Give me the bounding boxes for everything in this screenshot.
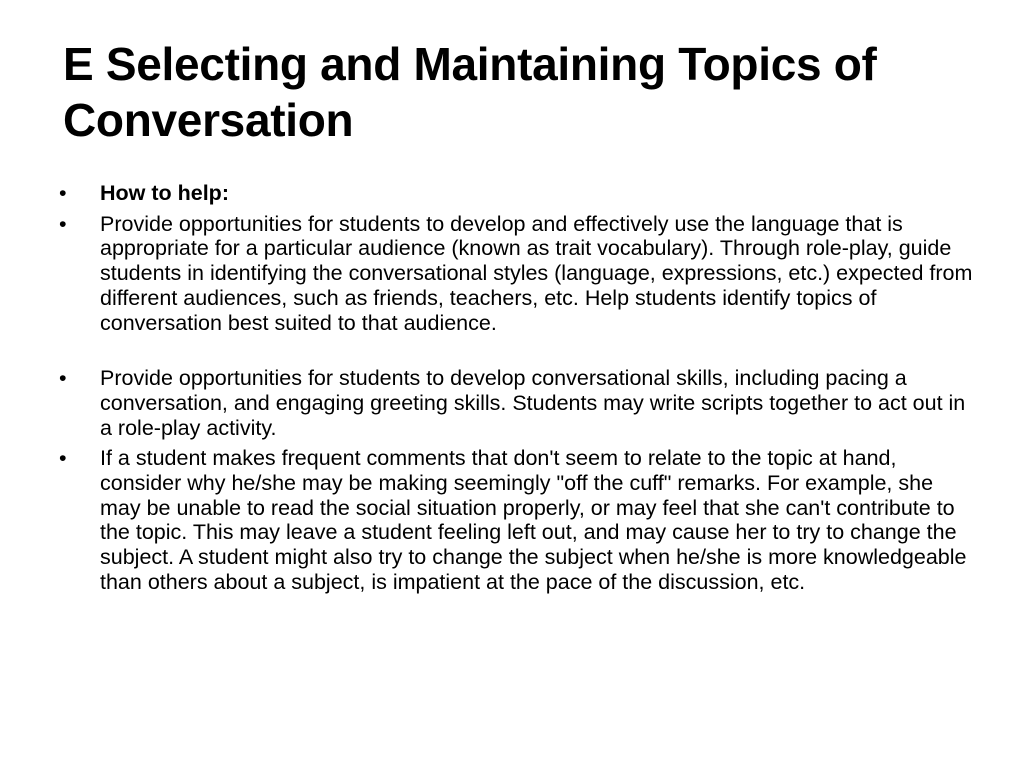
slide-title: E Selecting and Maintaining Topics of Conversation [63, 38, 877, 146]
bullet-text: Provide opportunities for students to develop and effectively use the language that is appropriate for a particular audience (known as trait vocabulary). Through role-play, guide students in identifying the conversational styles (language, expressions, etc.) expected from different audiences, such as friends, teachers, etc. Help students identify topics of conversation best suited to that audience. [100, 211, 973, 335]
bullet-icon: • [59, 446, 67, 471]
bullet-list [59, 181, 974, 601]
bullet-text: Provide opportunities for students to develop conversational skills, including pacing a conversation, and engaging greeting skills. Students may write scripts together to act out in a role-play activity. [100, 366, 966, 440]
bullet-icon: • [59, 181, 67, 205]
bullet-text: How to help: [100, 181, 229, 205]
bullet-text: If a student makes frequent comments that don't seem to relate to the topic at hand, consider why he/she may be making seemingly "off the cuff" remarks. For example, she may be unable to read the social situation properly, or may feel that she can't contribute to the topic. This may leave a student feeling left out, and may cause her to try to change the subject. A student might also try to change the subject when he/she is more knowledgeable than others about a subject, is impatient at the pace of the discussion, etc. [100, 446, 967, 594]
bullet-icon: • [59, 366, 67, 391]
bullet-item-off-topic-comments [59, 446, 974, 594]
bullet-icon: • [59, 211, 67, 236]
bullet-item-conversational-skills [59, 366, 974, 440]
bullet-item-how-to-help [59, 181, 974, 206]
bullet-item-audience-language [59, 212, 974, 336]
